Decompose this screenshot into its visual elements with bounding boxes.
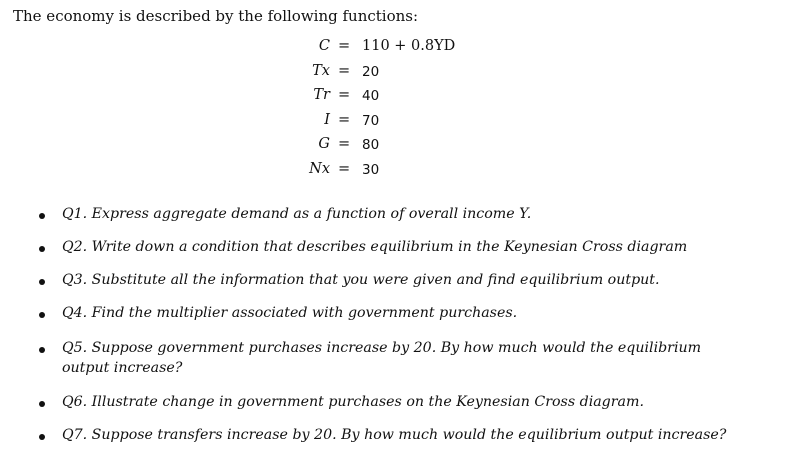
- equation-lhs: Nx: [309, 160, 330, 177]
- equals-sign: =: [338, 87, 351, 104]
- question-text: Q7. Suppose transfers increase by 20. By how much would the equilibrium output increase?: [62, 427, 727, 443]
- question-text: Q2. Write down a condition that describes equilibrium in the Keynesian Cross diagram: [62, 239, 688, 255]
- equation-lhs: Tx: [312, 62, 330, 79]
- equals-sign: =: [338, 160, 351, 177]
- equation-lhs: Tr: [313, 87, 330, 104]
- bullet-icon: [39, 213, 45, 219]
- intro-text: The economy is described by the following functions:: [13, 7, 419, 25]
- equation-rhs: 80: [362, 137, 380, 154]
- question-text: Q4. Find the multiplier associated with government purchases.: [62, 305, 518, 321]
- equation-rhs: 30: [362, 161, 380, 178]
- question-text: Q3. Substitute all the information that you were given and find equilibrium output.: [62, 272, 660, 288]
- equation-rhs: 20: [362, 63, 380, 80]
- equals-sign: =: [338, 136, 351, 153]
- bullet-icon: [39, 347, 45, 353]
- bullet-icon: [39, 401, 45, 407]
- question-text: Q1. Express aggregate demand as a function of overall income Y.: [62, 206, 532, 222]
- bullet-icon: [39, 312, 45, 318]
- equation-rhs: 40: [362, 88, 380, 105]
- equation-lhs: G: [318, 136, 330, 153]
- equation-rhs: 70: [362, 112, 380, 129]
- question-text: Q5. Suppose government purchases increase by 20. By how much would the equilibrium output increase?: [62, 340, 702, 376]
- bullet-icon: [39, 279, 45, 285]
- bullet-icon: [39, 246, 45, 252]
- bullet-icon: [39, 434, 45, 440]
- equals-sign: =: [338, 38, 351, 54]
- equation-lhs: I: [324, 111, 330, 128]
- equals-sign: =: [338, 62, 351, 79]
- equation-rhs: 110 + 0.8YD: [362, 38, 456, 54]
- equation-lhs: C: [318, 38, 330, 54]
- question-text: Q6. Illustrate change in government purchases on the Keynesian Cross diagram.: [62, 394, 644, 410]
- equals-sign: =: [338, 111, 351, 128]
